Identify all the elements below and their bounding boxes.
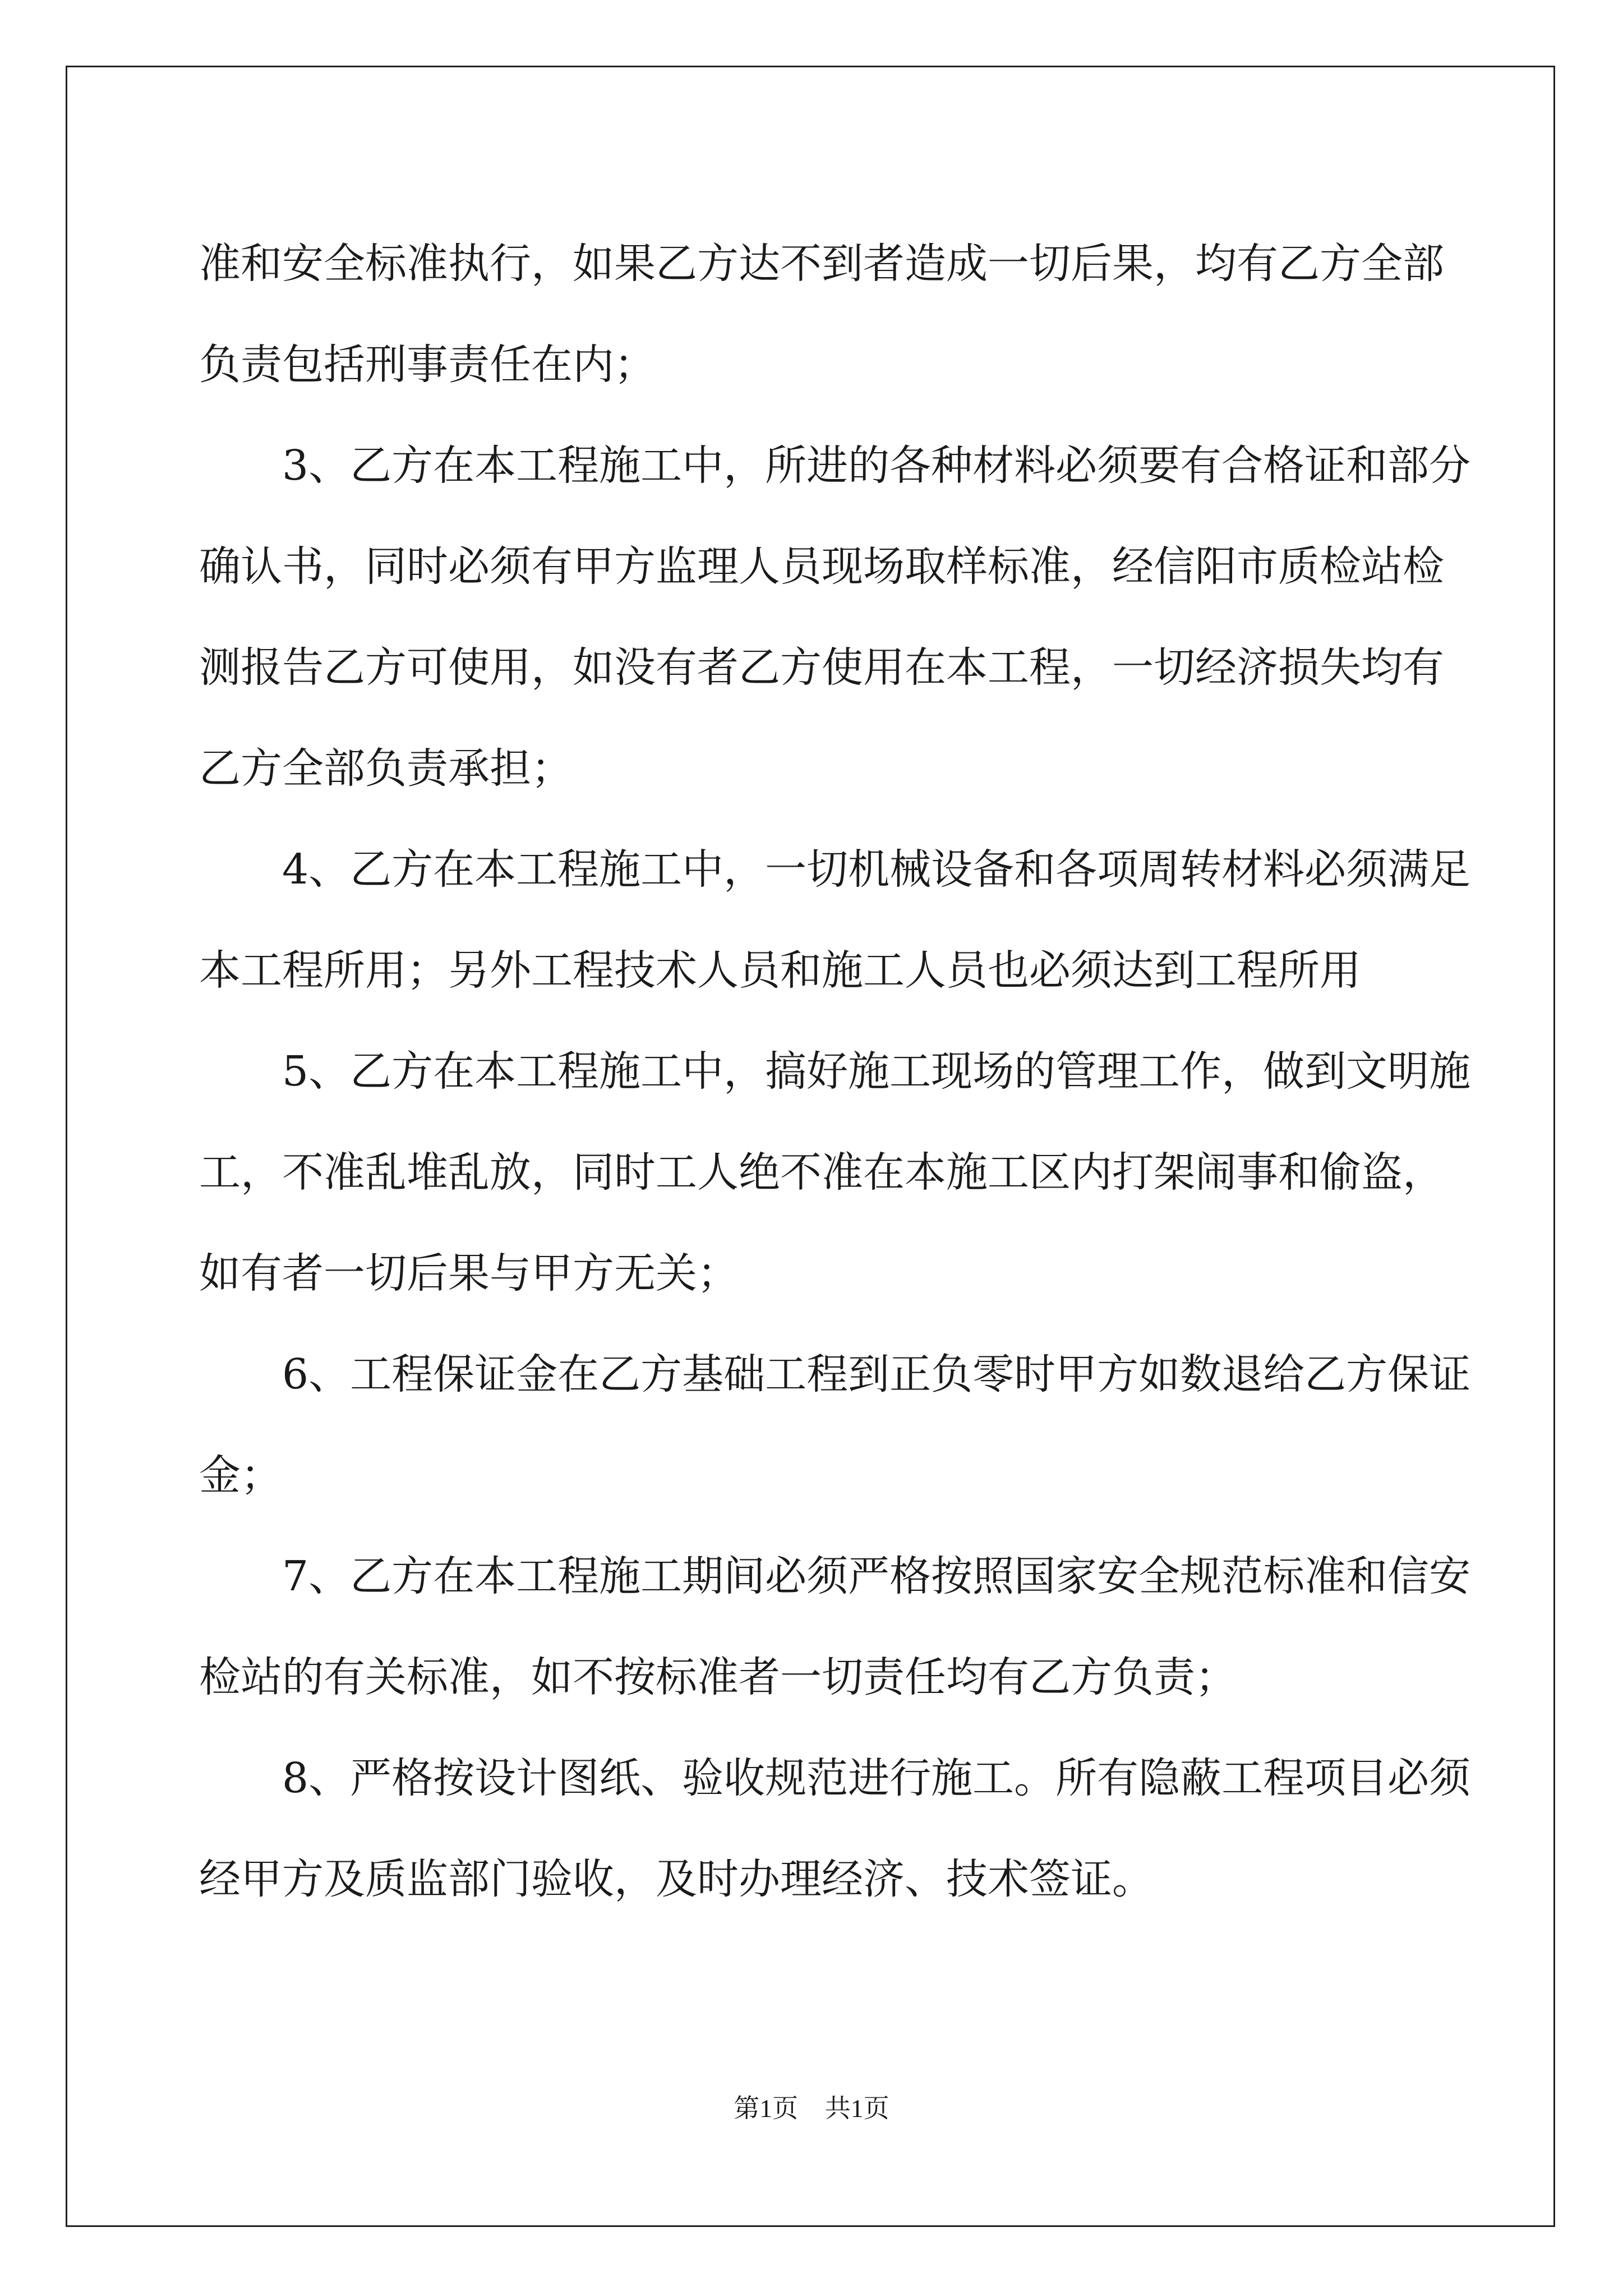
text-line: 6、工程保证金在乙方基础工程到正负零时甲方如数退给乙方保证 xyxy=(199,1350,1471,1398)
text-line: 经甲方及质监部门验收，及时办理经济、技术签证。 xyxy=(199,1855,1154,1903)
text-line: 负责包括刑事责任在内； xyxy=(199,341,656,389)
text-line: 3、乙方在本工程施工中，所进的各种材料必须要有合格证和部分 xyxy=(199,441,1471,490)
text-line: 乙方全部负责承担； xyxy=(199,744,573,793)
text-line: 4、乙方在本工程施工中，一切机械设备和各项周转材料必须满足 xyxy=(199,845,1471,894)
page-number-total: 共1页 xyxy=(824,2094,889,2123)
text-line: 本工程所用；另外工程技术人员和施工人员也必须达到工程所用 xyxy=(199,946,1361,995)
text-line: 确认书，同时必须有甲方监理人员现场取样标准，经信阳市质检站检 xyxy=(199,542,1444,591)
text-line: 工，不准乱堆乱放，同时工人绝不准在本施工区内打架闹事和偷盗， xyxy=(199,1148,1444,1197)
text-line: 金； xyxy=(199,1451,282,1499)
text-line: 5、乙方在本工程施工中，搞好施工现场的管理工作，做到文明施 xyxy=(199,1047,1471,1096)
text-line: 8、严格按设计图纸、验收规范进行施工。所有隐蔽工程项目必须 xyxy=(199,1754,1471,1802)
page-number-current: 第1页 xyxy=(734,2094,799,2123)
text-line: 测报告乙方可使用，如没有者乙方使用在本工程，一切经济损失均有 xyxy=(199,643,1444,692)
document-body xyxy=(199,213,1471,1930)
text-line: 7、乙方在本工程施工期间必须严格按照国家安全规范标准和信安 xyxy=(199,1552,1471,1600)
text-line: 检站的有关标准，如不按标准者一切责任均有乙方负责； xyxy=(199,1653,1237,1701)
text-line: 如有者一切后果与甲方无关； xyxy=(199,1249,739,1297)
page-footer xyxy=(0,2088,1623,2125)
text-line: 准和安全标准执行，如果乙方达不到者造成一切后果，均有乙方全部 xyxy=(199,240,1444,288)
